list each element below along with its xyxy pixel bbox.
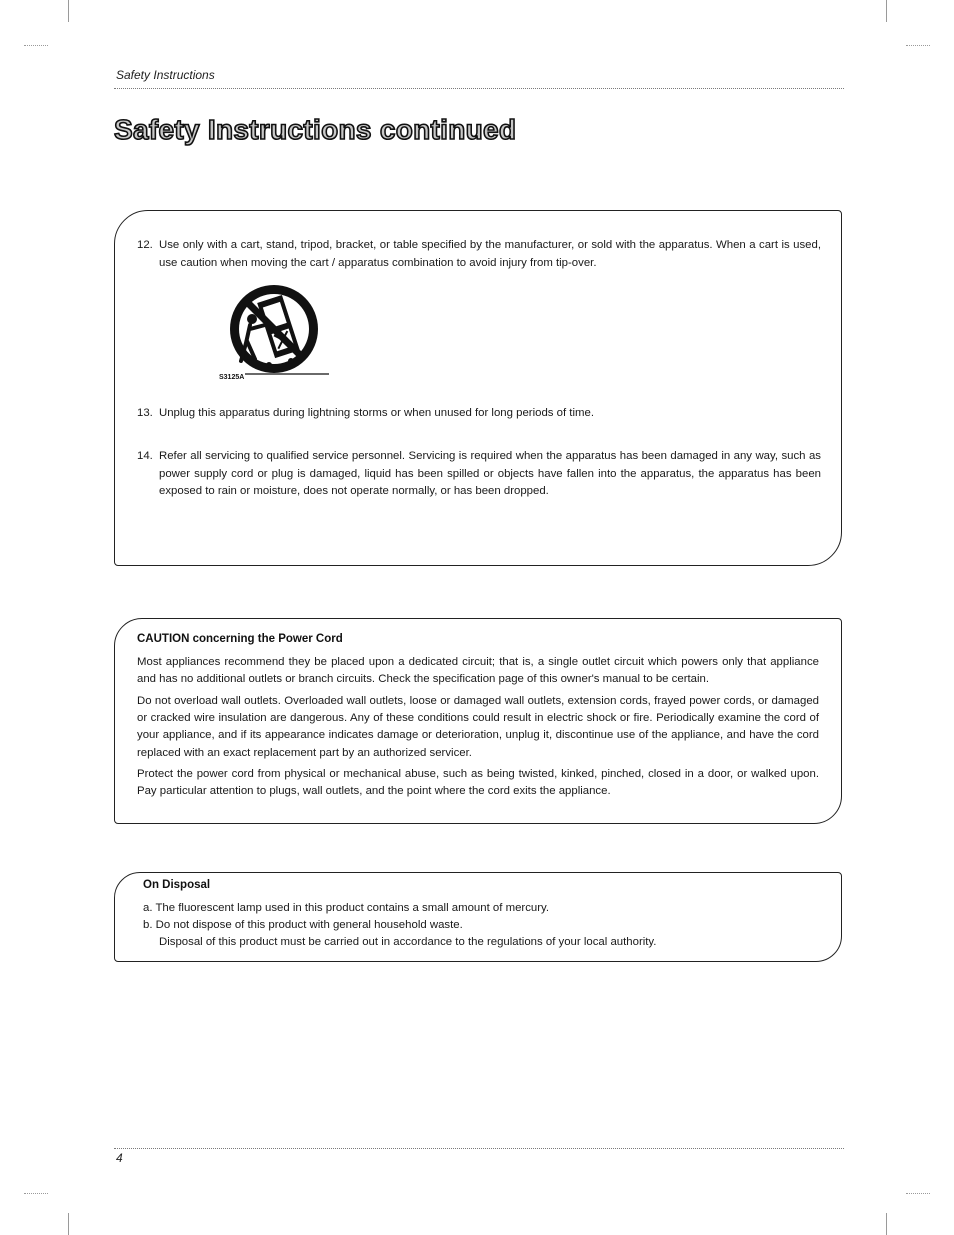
- crop-mark: [886, 0, 887, 22]
- safety-item-12: [137, 237, 821, 272]
- safety-item-14: [137, 448, 821, 501]
- page-title: Safety Instructions continued: [114, 114, 517, 145]
- crop-mark: [24, 45, 48, 47]
- item-text: Refer all servicing to qualified service personnel. Servicing is required when the apparatus has been damaged in any way, such as power supply cord or plug is damaged, liquid has been spilled or objects have fallen into the apparatus, the apparatus has been exposed to rain or moisture, does not operate normally, or has been dropped.: [159, 450, 821, 497]
- figure-code: S3125A: [219, 374, 245, 381]
- item-number: 13.: [137, 407, 153, 419]
- crop-mark: [68, 1213, 69, 1235]
- crop-mark: [906, 45, 930, 47]
- running-head: Safety Instructions: [116, 68, 215, 82]
- disposal-line: Disposal of this product must be carried out in accordance to the regulations of your local authority.: [159, 936, 657, 948]
- item-text: Unplug this apparatus during lightning storms or when unused for long periods of time.: [159, 407, 594, 419]
- caution-paragraph: Most appliances recommend they be placed upon a dedicated circuit; that is, a single outlet circuit which powers only that appliance and has no additional outlets or branch circuits. Check the specification page of this owner's manual to be certain.: [137, 656, 819, 686]
- crop-mark: [68, 0, 69, 22]
- safety-item-13: [137, 405, 821, 423]
- caution-paragraph: Do not overload wall outlets. Overloaded wall outlets, loose or damaged wall outlets, extension cords, frayed power cords, or damaged or cracked wire insulation are dangerous. Any of these conditions could result in electric shock or fire. Periodically examine the cord of your appliance, and if its appearance indicates damage or deterioration, unplug it, discontinue use of the appliance, and have the cord replaced with an exact replacement part by an authorized servicer.: [137, 695, 819, 759]
- disposal-heading: On Disposal: [143, 879, 211, 891]
- cart-tip-over-warning-icon: [219, 281, 329, 385]
- caution-paragraph: Protect the power cord from physical or mechanical abuse, such as being twisted, kinked, pinched, closed in a door, or walked upon. Pay particular attention to plugs, wall outlets, and the point where the cord exits the appliance.: [137, 768, 819, 798]
- caution-heading: CAUTION concerning the Power Cord: [137, 633, 343, 645]
- footer-rule: [114, 1148, 844, 1149]
- disposal-line: b. Do not dispose of this product with general household waste.: [143, 919, 463, 931]
- disposal-box: [114, 872, 842, 962]
- crop-mark: [24, 1193, 48, 1195]
- item-number: 14.: [137, 450, 153, 462]
- power-cord-caution-box: [114, 618, 842, 824]
- crop-mark: [906, 1193, 930, 1195]
- item-text: Use only with a cart, stand, tripod, bracket, or table specified by the manufacturer, or sold with the apparatus. When a cart is used, use caution when moving the cart / apparatus combination to avoid injury from tip-over.: [159, 239, 821, 269]
- safety-items-box: [114, 210, 842, 566]
- crop-mark: [886, 1213, 887, 1235]
- page-number: 4: [116, 1151, 123, 1165]
- header-rule: [114, 88, 844, 89]
- disposal-line: a. The fluorescent lamp used in this product contains a small amount of mercury.: [143, 902, 550, 914]
- item-number: 12.: [137, 239, 153, 251]
